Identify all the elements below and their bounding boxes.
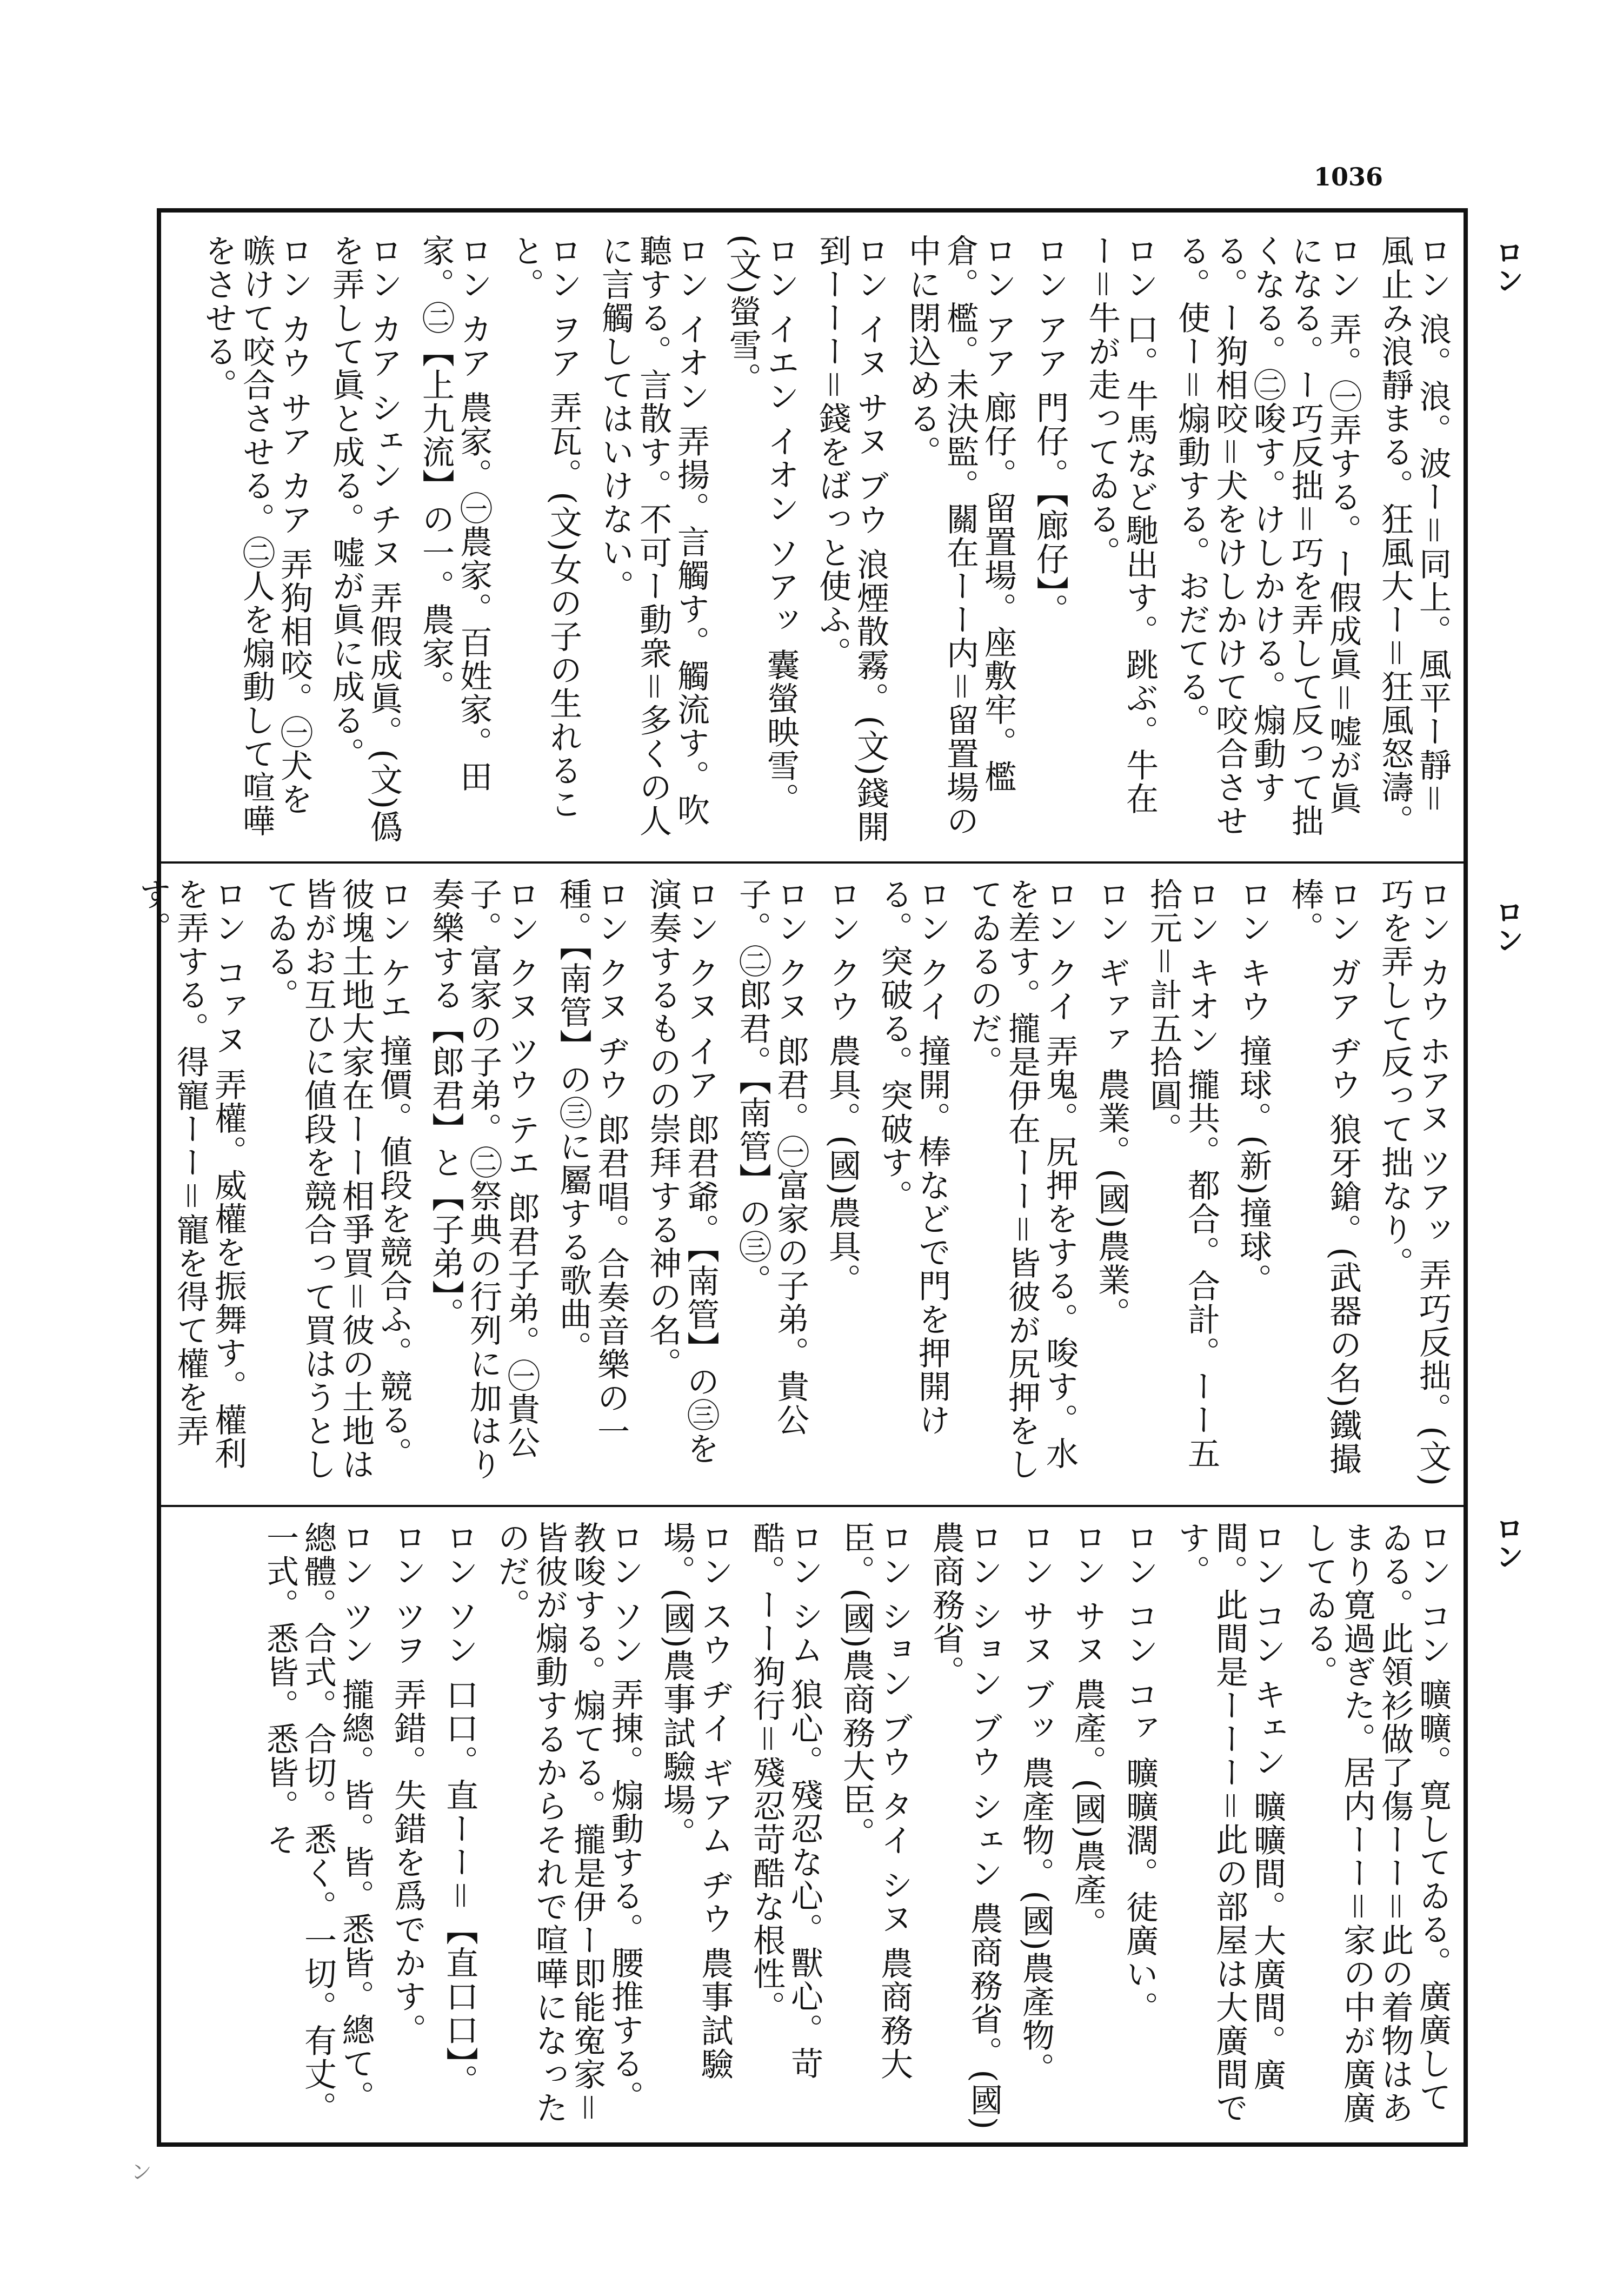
dictionary-entry: ロン クウ 農具。(國)農具。 xyxy=(823,878,861,1297)
margin-label-top: ロン xyxy=(1491,238,1523,294)
dictionary-entry: ロン ツン 攏總。皆。皆。悉皆。總て。總體。合式。合切。悉く。一切。有丈。一式。悉皆。悉皆。そ xyxy=(261,1521,375,2125)
dictionary-entry: ロン クイ 撞開。棒などで門を押開ける。突破る。突破す。 xyxy=(875,878,951,1437)
dictionary-entry: ロン コン コァ 曠曠濶。徒廣い。 xyxy=(1121,1521,1159,2025)
dictionary-entry: ロン サヌ ブッ 農產物。(國)農產物。 xyxy=(1017,1521,1055,2086)
dictionary-entry: ロン クヌ ツウ テエ 郎君子弟。㊀貴公子。富家の子弟。㊁祭典の行列に加はり奏樂する【郎君】と【子弟】。 xyxy=(427,878,540,1481)
dictionary-entry: ロン クヌ ヂウ 郎君唱。合奏音樂の一種。【南管】の㊂に屬する歌曲。 xyxy=(554,878,630,1449)
page-ornament: ン xyxy=(127,2160,152,2182)
band-top xyxy=(173,234,1452,845)
dictionary-entry: ロン ガア ヂウ 狼牙鎗。(武器の名)鐵撮棒。 xyxy=(1286,878,1362,1476)
dictionary-entry: ロン イヌ サヌ ブウ 浪煙散霧。(文)錢開到ーーー＝錢をばっと使ふ。 xyxy=(814,234,889,844)
margin-label-bottom: ロン xyxy=(1491,1514,1523,1570)
dictionary-entry: ロン カウ サア カア 弄狗相咬。㊀犬を嗾けて咬合させる。㊁人を煽動して喧嘩をさせる。 xyxy=(199,234,313,838)
dictionary-entry: ロン ション ブウ タイ シヌ 農商務大臣。(國)農商務大臣。 xyxy=(837,1521,913,2081)
dictionary-entry: ロン キオン 攏共。都合。合計。ーー五拾元＝計五拾圓。 xyxy=(1145,878,1220,1471)
band-bottom xyxy=(173,1521,1452,2132)
dictionary-entry: ロン カア シェン チヌ 弄假成眞。(文)僞を弄して眞と成る。嘘が眞に成る。 xyxy=(327,234,403,844)
dictionary-entry: ロン 弄。㊀弄する。ー假成眞＝嘘が眞になる。ー巧反拙＝巧を弄して反って拙くなる。㊁唆す。けしかける。煽動する。ー狗相咬＝犬をけしかけて咬合させる。使ー＝煽動する。おだてる。 xyxy=(1173,234,1362,838)
dictionary-entry: ロン アア 門仔。【廊仔】。 xyxy=(1031,234,1069,627)
dictionary-entry: ロン ギァァ 農業。(國)農業。 xyxy=(1093,878,1130,1330)
dictionary-entry: ロン スウ ヂイ ギアム ヂウ 農事試驗場。(國)農事試驗場。 xyxy=(658,1521,734,2081)
dictionary-entry: ロン クヌ イア 郎君爺。【南管】の㊂を演奏するものの崇拜する神の名。 xyxy=(644,878,720,1466)
dictionary-entry: ロン 浪。浪。波ー＝同上。風平ー靜＝風止み浪靜まる。狂風大ー＝狂風怒濤。 xyxy=(1376,234,1452,838)
dictionary-entry: ロン キウ 撞球。(新)撞球。 xyxy=(1234,878,1272,1297)
dictionary-entry: ロン ケエ 撞價。値段を競合ふ。競る。彼塊土地大家在ーー相爭買＝彼の土地は皆がお互ひに値段を競合って買はうとしてゐる。 xyxy=(261,878,413,1481)
dictionary-entry: ロン イエン イオン ソアッ 囊螢映雪。(文)螢雪。 xyxy=(724,234,800,817)
dictionary-entry: ロン ヲア 弄瓦。(文)女の子の生れること。 xyxy=(507,234,582,821)
dictionary-entry: ロン アア 廊仔。留置場。座敷牢。檻倉。檻。未決監。關在ーー内＝留置場の中に閉込める。 xyxy=(903,234,1017,838)
dictionary-entry: ロン ソン 弄㨂。煽動する。腰推する。教唆する。煽てる。攏是伊ー即能寃家＝皆彼が煽動するからそれで喧嘩になったのだ。 xyxy=(493,1521,644,2125)
band-divider-2 xyxy=(161,1505,1464,1507)
band-middle xyxy=(134,878,1452,1489)
dictionary-entry: ロン コン キェン 曠曠間。大廣間。廣間。此間是ーーー＝此の部屋は大廣間です。 xyxy=(1173,1521,1286,2125)
dictionary-entry: ロン シム 狼心。殘忍な心。獸心。苛酷。ーー狗行＝殘忍苛酷な根性。 xyxy=(748,1521,823,2081)
page-number: 1036 xyxy=(1314,162,1383,191)
dictionary-entry: ロン サヌ 農產。(國)農產。 xyxy=(1069,1521,1107,1940)
dictionary-entry: ロン コァヌ 弄權。威權を振舞す。權利を弄する。得寵ーー＝寵を得て權を弄す。 xyxy=(134,878,247,1471)
band-divider-1 xyxy=(161,861,1464,864)
dictionary-entry: ロン カア 農家。㊀農家。百姓家。田家。㊁【上九流】の一。農家。 xyxy=(417,234,493,794)
dictionary-entry: ロン イオン 弄揚。言觸す。觸流す。吹聽する。言散す。不可ー動衆＝多くの人に言觸してはいけない。 xyxy=(596,234,710,838)
dictionary-entry: ロン ツヲ 弄錯。失錯を爲でかす。 xyxy=(389,1521,427,2047)
dictionary-entry: ロン コン 曠曠。寛してゐる。廣廣してゐる。此領衫做了傷ーー＝此の着物はあまり寛過ぎた。居内ーー＝家の中が廣廣してゐる。 xyxy=(1300,1521,1452,2125)
dictionary-entry: ロン ション ブウ シェン 農商務省。(國)農商務省。 xyxy=(927,1521,1003,2131)
dictionary-entry: ロン カウ ホアヌ ツアッ 弄巧反拙。(文)巧を弄して反って拙なり。 xyxy=(1376,878,1452,1488)
dictionary-entry: ロン ソン 口口。直ーー＝【直口口】。 xyxy=(441,1521,478,2098)
margin-label-middle: ロン xyxy=(1491,898,1523,954)
dictionary-entry: ロン クイ 弄鬼。尻押をする。唆す。水を差す。攏是伊在ーー＝皆彼が尻押をしてゐるのだ。 xyxy=(965,878,1079,1481)
dictionary-entry: ロン クヌ 郎君。㊀富家の子弟。貴公子。㊁郎君。【南管】の㊂。 xyxy=(734,878,809,1437)
dictionary-entry: ロン 口。牛馬など馳出す。跳ぶ。牛在ー＝牛が走ってゐる。 xyxy=(1083,234,1159,816)
dictionary-frame xyxy=(134,208,1468,2147)
